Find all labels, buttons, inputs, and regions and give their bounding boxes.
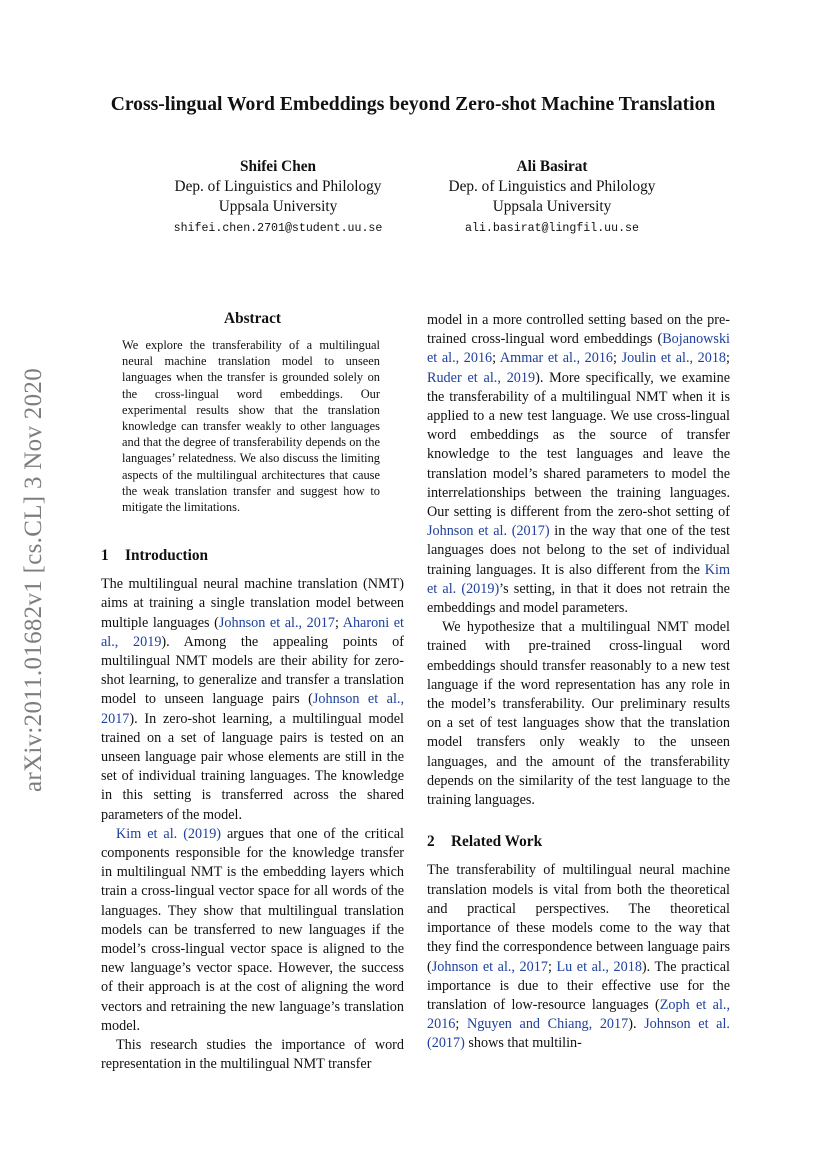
- author-block-1: [140, 157, 416, 239]
- citation-link[interactable]: Kim et al. (2019): [116, 825, 222, 842]
- citation-link[interactable]: Aharoni et al., 2019: [101, 614, 404, 650]
- author-email[interactable]: shifei.chen.2701@student.uu.se: [173, 222, 383, 235]
- section-heading-related-work: 2 Related Work: [427, 833, 543, 851]
- author-name: Shifei Chen: [239, 158, 317, 175]
- abstract-heading: Abstract: [224, 310, 281, 327]
- right-column: [427, 311, 730, 1054]
- section-heading-introduction: 1 Introduction: [101, 547, 209, 564]
- paragraph: We hypothesize that a multilingual NMT model trained with pre-trained cross-lingual word embeddings should transfer reasonably to a new test language if the word representation has any role in the model’s transferability. Our preliminary results on a set of test languages show that the translation model transfers only weakly to the unseen languages, and the amount of the transferability depends on the similarity of the test language to the training languages.: [427, 619, 730, 809]
- citation-link[interactable]: Johnson et al. (2017): [427, 1016, 730, 1052]
- citation-link[interactable]: Johnson et al., 2017: [431, 958, 548, 975]
- citation-link[interactable]: Kim et al. (2019): [427, 561, 730, 597]
- abstract-text: We explore the transferability of a multilingual neural machine translation model to unseen languages when the transfer is grounded solely on the cross-lingual word embeddings. Our experimental results show that the translation knowledge can transfer weakly to other languages and that the degree of transferability depends on the languages’ relatedness. We also discuss the limiting aspects of the multilingual architectures that cause the weak translation transfer and suggest how to mitigate the limitations.: [122, 338, 380, 515]
- paragraph: This research studies the importance of word representation in the multilingual NMT transfer: [101, 1037, 404, 1073]
- author-dept: Dep. of Linguistics and Philology: [448, 178, 656, 195]
- citation-link[interactable]: Joulin et al., 2018: [621, 350, 727, 367]
- citation-link[interactable]: Bojanowski et al., 2016: [427, 331, 730, 367]
- author-email[interactable]: ali.basirat@lingfil.uu.se: [465, 222, 639, 235]
- arxiv-identifier: arXiv:2011.01682v1 [cs.CL] 3 Nov 2020: [20, 367, 47, 793]
- author-name: Ali Basirat: [516, 158, 588, 175]
- citation-link[interactable]: Ruder et al., 2019: [427, 369, 536, 386]
- left-column: [101, 546, 404, 1074]
- citation-link[interactable]: Zoph et al., 2016: [427, 996, 730, 1033]
- citation-link[interactable]: Johnson et al. (2017): [427, 523, 550, 540]
- paper-title: Cross-lingual Word Embeddings beyond Zero-shot Machine Translation: [110, 94, 716, 115]
- citation-link[interactable]: Lu et al., 2018: [556, 958, 642, 975]
- author-block-2: [414, 157, 690, 239]
- citation-link[interactable]: Nguyen and Chiang, 2017: [466, 1016, 629, 1033]
- paragraph: The transferability of multilingual neural machine translation models is vital from both the theoretical and practical perspectives. The theoretical importance of these models come to the way that they find the correspondence between language pairs (Johnson et al., 2017; Lu et al., 2018). The practical importance is due to their effective use for the translation of low-resource languages (Zoph et al., 2016; Nguyen and Chiang, 2017). Johnson et al. (2017) shows that multilin-: [427, 862, 730, 1052]
- paragraph: model in a more controlled setting based on the pre-trained cross-lingual word embeddings (Bojanowski et al., 2016; Ammar et al., 2016; Joulin et al., 2018; Ruder et al., 2019). More specifically, we examine the transferability of a multilingual NMT when it is applied to a new test language. We use cross-lingual word embeddings as the source of transfer knowledge to the test languages and leave the translation model’s shared parameters to model the interrelationships between the training languages. Our setting is different from the zero-shot setting of Johnson et al. (2017) in the way that one of the test languages does not belong to the set of individual training languages. It is also different from the Kim et al. (2019)’s setting, in that it does not retrain the embeddings and model parameters.: [427, 312, 730, 617]
- paragraph: The multilingual neural machine translation (NMT) aims at training a single translation model between multiple languages (Johnson et al., 2017; Aharoni et al., 2019). Among the appealing points of multilingual NMT models are their ability for zero-shot learning, to generalize and transfer a translation model to unseen language pairs (Johnson et al., 2017). In zero-shot learning, a multilingual model trained on a set of language pairs is tested on an unseen language pair whose elements are still in the set of individual training languages. The knowledge in this setting is transferred across the shared parameters of the model.: [101, 576, 404, 823]
- citation-link[interactable]: Johnson et al., 2017: [101, 691, 404, 727]
- author-univ: Uppsala University: [218, 198, 338, 215]
- author-dept: Dep. of Linguistics and Philology: [174, 178, 382, 195]
- paragraph: Kim et al. (2019) argues that one of the critical components responsible for the knowledge transfer in multilingual NMT is the embedding layers which train a cross-lingual vector space for all words of the languages. They show that multilingual translation models can be transferred to new languages if the model’s cross-lingual vector space is aligned to the new language’s vector space. However, the success of their approach is at the cost of aligning the word vectors and retraining the new language’s translation model.: [101, 825, 404, 1034]
- citation-link[interactable]: Ammar et al., 2016: [499, 350, 614, 367]
- author-univ: Uppsala University: [492, 198, 612, 215]
- citation-link[interactable]: Johnson et al., 2017: [218, 614, 335, 631]
